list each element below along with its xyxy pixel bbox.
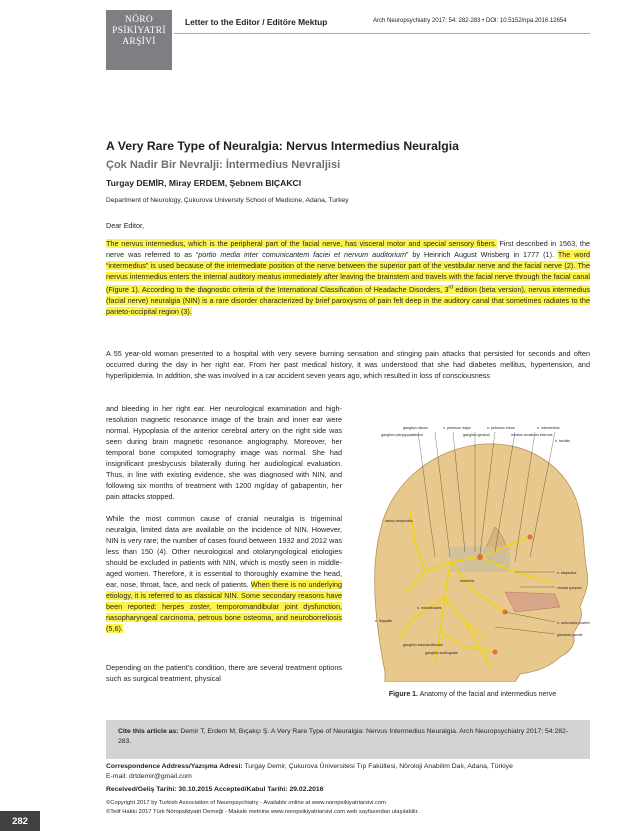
paragraph-case: A 55 year-old woman presented to a hospital with very severe burning sensation and stinging pain attacks that persisted for seconds and often occurred during the day in her right ear. From her past medical history, it was understood that she had diabetes mellitus, hypertension, and hyperlipidemia. In addition, she was involved in a car accident seven years ago, which resulted in loss of consciousness (106, 349, 590, 381)
section-label: Letter to the Editor / Editöre Mektup (185, 17, 328, 27)
svg-text:ganglion pterygopalatinum: ganglion pterygopalatinum (381, 433, 424, 437)
svg-text:ganglion oticum: ganglion oticum (403, 426, 429, 430)
correspondence-label: Correspondence Address/Yazışma Adresi: (106, 763, 243, 770)
highlight (106, 250, 590, 316)
svg-text:n. auricularis posterior: n. auricularis posterior (557, 621, 590, 625)
svg-text:n. petrosus major: n. petrosus major (443, 426, 471, 430)
journal-logo (106, 10, 172, 70)
svg-text:chorda tympani: chorda tympani (557, 586, 582, 590)
correspondence-email: E-mail: drtdemir@gmail.com (106, 773, 192, 780)
copyright-en: ©Copyright 2017 by Turkish Association of Neuropsychiatry - Available online at www.noropsikiyatriarsivi.com (106, 800, 386, 806)
svg-text:ganglion geniculi: ganglion geniculi (463, 433, 490, 437)
svg-text:ramus temporalis: ramus temporalis (385, 519, 413, 523)
latin-term: portio media inter comunicantem faciei et nervum auditorium (198, 250, 407, 260)
anatomy-illustration (355, 422, 590, 682)
svg-text:ganglion submandibulare: ganglion submandibulare (403, 643, 444, 647)
cite-reference: Demir T, Erdem M, Bıçakçı Ş. A Very Rare Type of Neuralgia: Nervus Intermedius Neuralgia. Arch Neuropsychiatry 2017; 54:282-283. (118, 728, 569, 745)
superscript: rd (448, 284, 453, 291)
logo-line-3: ARŞİVİ (122, 37, 156, 47)
svg-text:n. intermedius: n. intermedius (537, 426, 560, 430)
text-run: edition (beta version), nervus intermedius (facial nerve) neuralgia (NIN) is a rare disorder characterized by brief paroxysms of pain felt deep in the auditory canal that sometimes radiates to the parieto-occipital region (3). (106, 284, 590, 316)
figure-label: Figure 1. (388, 691, 419, 698)
svg-text:foramina: foramina (460, 579, 474, 583)
header-citation: Arch Neuropsychiatry 2017; 54: 282-283 • DOI: 10.5152/npa.2016.12654 (373, 17, 567, 24)
logo-line-1: NÖRO (124, 15, 154, 25)
received-accepted-dates: Received/Geliş Tarihi: 30.10.2015 Accepted/Kabul Tarihi: 29.02.2016 (106, 786, 324, 793)
svg-text:ganglion sublinguale: ganglion sublinguale (425, 651, 458, 655)
author-affiliation: Department of Neurology, Çukurova University School of Medicine, Adana, Turkey (106, 197, 349, 204)
greeting: Dear Editor, (106, 221, 144, 230)
paragraph-discussion (106, 513, 342, 635)
article-authors: Turgay DEMİR, Miray ERDEM, Şebnem BIÇAKCI (106, 178, 302, 188)
article-title: A Very Rare Type of Neuralgia: Nervus Intermedius Neuralgia (106, 139, 459, 153)
copyright-tr: ©Telif Hakkı 2017 Türk Nöropsikiyatri Derneği - Makale metnine www.noropsikiyatriarsivi.com web sayfasından ulaşılabilir. (106, 809, 419, 815)
anatomy-figure (355, 422, 590, 682)
svg-text:n. petrosus minor: n. petrosus minor (487, 426, 515, 430)
text-run: While the most common cause of cranial neuralgia is trigeminal neuralgia, limited data are available on the incidence of NIN. However, NIN is very rare; the number of cases found between 1932 and 2012 was less than 150 (4). Other neurological and otolaryngological etiologies should be excluded in patients with NIN, which is mostly seen in middle-aged women. Therefore, it is essential to thoroughly examine the head, ear, nose, throat, face, and neck of patients. (106, 514, 342, 590)
paragraph-intro (106, 238, 590, 317)
paragraph-treatment: Depending on the patient’s condition, there are several treatment options such as surgical treatment, physical (106, 663, 342, 684)
text-run: First described in 1563, the nerve was referred to as “ (106, 239, 591, 260)
text-run: The word “intermedius” is used because of the intermediate position of the nerve between the superior part of the vestibular nerve and the facial nerve (2). The nervus intermedius enters the internal auditory meatus immediately after leaving the brainstem and travels with the facial nerve through the facial canal (Figure 1). According to the diagnostic criteria of the International Classification of Headache Disorders, 3 (106, 250, 590, 294)
cite-text (118, 727, 580, 747)
svg-text:n. facialis: n. facialis (555, 439, 570, 443)
svg-text:glandula parotis: glandula parotis (557, 633, 583, 637)
svg-text:n. stapedius: n. stapedius (557, 571, 577, 575)
figure-caption-text: Anatomy of the facial and intermedius nerve (418, 691, 557, 698)
correspondence-text: Turgay Demir, Çukurova Üniversitesi Tıp Fakültesi, Nöroloji Anabilim Dalı, Adana, Türkiye (242, 763, 513, 770)
correspondence-address (106, 762, 590, 772)
svg-text:meatus acusticus internus: meatus acusticus internus (511, 433, 553, 437)
cite-label: Cite this article as: (118, 728, 179, 735)
highlight: The nervus intermedius, which is the peripheral part of the facial nerve, has visceral motor and special sensory fibers. (106, 239, 497, 248)
svg-text:n. lingualis: n. lingualis (375, 619, 392, 623)
highlight: When there is no underlying etiology, it is referred to as classical NIN. Some secondary reasons have been reported: herpes zoster, temporomandibular joint dysfunction, nasopharyngeal carcinoma, petrous bone osteoma, and neuroborreliosis (5,6). (106, 580, 342, 634)
paragraph-case-cont: and bleeding in her right ear. Her neurological examination and high-resolution magnetic resonance image of the brain and inner ear were normal. Hypoplasia of the anterior cerebral artery on the right side was seen during brain magnetic resonance angiography. Moreover, her temporal bone computed tomography image was normal. She had insignificant presbycusis bilaterally during her audiological evaluation. Thus, in line with existing evidence, she was diagnosed with NIN, and following six months of treatment with 1200 mg/day of gabapentin, her pain attacks stopped. (106, 404, 342, 502)
text-run: ” by Heinrich August Wrisberg in 1777 (1). (406, 250, 558, 260)
article-subtitle: Çok Nadir Bir Nevralji: İntermedius Nevraljisi (106, 159, 341, 171)
svg-text:n. mandibularis: n. mandibularis (417, 606, 442, 610)
header-rule (174, 33, 590, 34)
logo-line-2: PSİKİYATRİ (112, 26, 166, 36)
page-number: 282 (0, 811, 40, 831)
figure-caption (355, 691, 590, 698)
